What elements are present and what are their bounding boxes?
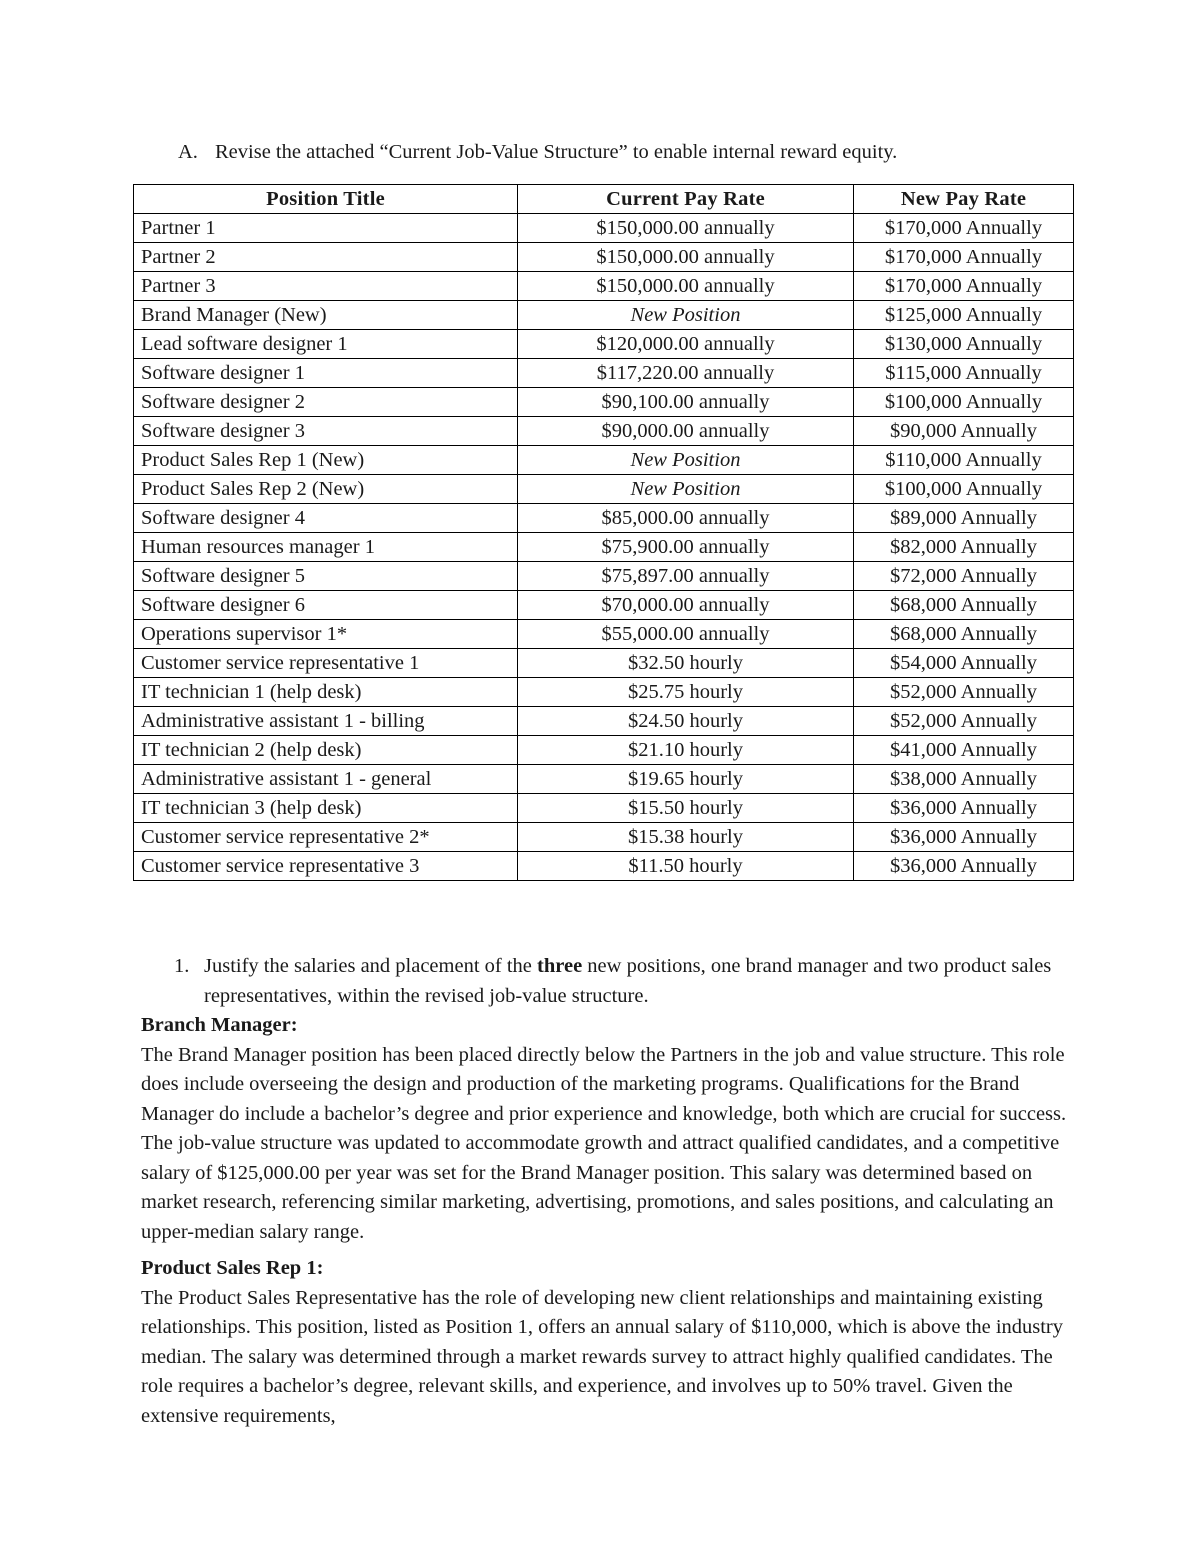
table-row <box>134 736 1074 765</box>
cell-new-pay-rate: $170,000 Annually <box>854 272 1074 301</box>
table-row <box>134 301 1074 330</box>
cell-new-pay-rate: $38,000 Annually <box>854 765 1074 794</box>
cell-new-pay-rate: $90,000 Annually <box>854 417 1074 446</box>
cell-position-title: Partner 1 <box>134 214 518 243</box>
cell-position-title: Operations supervisor 1* <box>134 620 518 649</box>
cell-position-title: Product Sales Rep 2 (New) <box>134 475 518 504</box>
table-row <box>134 823 1074 852</box>
cell-current-pay-rate: $70,000.00 annually <box>518 591 854 620</box>
cell-new-pay-rate: $100,000 Annually <box>854 388 1074 417</box>
table-body <box>134 214 1074 881</box>
table-row <box>134 533 1074 562</box>
cell-current-pay-rate: $85,000.00 annually <box>518 504 854 533</box>
table-row <box>134 591 1074 620</box>
cell-position-title: Software designer 4 <box>134 504 518 533</box>
column-header-current-pay-rate: Current Pay Rate <box>518 185 854 214</box>
cell-new-pay-rate: $115,000 Annually <box>854 359 1074 388</box>
cell-current-pay-rate: $117,220.00 annually <box>518 359 854 388</box>
cell-position-title: IT technician 3 (help desk) <box>134 794 518 823</box>
cell-new-pay-rate: $54,000 Annually <box>854 649 1074 678</box>
column-header-position-title: Position Title <box>134 185 518 214</box>
section-paragraph-product-sales-rep-1: The Product Sales Representative has the role of developing new client relationships and maintaining existing relationships. This position, listed as Position 1, offers an annual salary of $110,000, which is above the industry median. The salary was determined through a market rewards survey to attract highly qualified candidates. The role requires a bachelor’s degree, relevant skills, and experience, and involves up to 50% travel. Given the extensive requirements, <box>141 1286 1064 1427</box>
table-row <box>134 649 1074 678</box>
cell-position-title: Customer service representative 3 <box>134 852 518 881</box>
cell-position-title: Customer service representative 2* <box>134 823 518 852</box>
list-item-a <box>141 138 1061 166</box>
cell-new-pay-rate: $52,000 Annually <box>854 678 1074 707</box>
cell-new-pay-rate: $170,000 Annually <box>854 243 1074 272</box>
table-row <box>134 678 1074 707</box>
list-item-a-text: Revise the attached “Current Job-Value Structure” to enable internal reward equity. <box>215 141 898 163</box>
cell-current-pay-rate: $150,000.00 annually <box>518 272 854 301</box>
list-item-1-bold-word: three <box>537 955 583 977</box>
table-row <box>134 359 1074 388</box>
cell-new-pay-rate: $68,000 Annually <box>854 591 1074 620</box>
list-item-a-marker: A. <box>178 141 198 163</box>
cell-position-title: Software designer 5 <box>134 562 518 591</box>
cell-position-title: Software designer 6 <box>134 591 518 620</box>
cell-position-title: Software designer 1 <box>134 359 518 388</box>
cell-current-pay-rate: $120,000.00 annually <box>518 330 854 359</box>
cell-new-pay-rate: $68,000 Annually <box>854 620 1074 649</box>
cell-new-pay-rate: $72,000 Annually <box>854 562 1074 591</box>
cell-new-pay-rate: $89,000 Annually <box>854 504 1074 533</box>
cell-current-pay-rate: $90,100.00 annually <box>518 388 854 417</box>
cell-current-pay-rate: $11.50 hourly <box>518 852 854 881</box>
cell-current-pay-rate: $15.38 hourly <box>518 823 854 852</box>
cell-position-title: IT technician 2 (help desk) <box>134 736 518 765</box>
cell-position-title: Software designer 3 <box>134 417 518 446</box>
cell-new-pay-rate: $170,000 Annually <box>854 214 1074 243</box>
section-heading-product-sales-rep-1: Product Sales Rep 1: <box>141 1257 324 1279</box>
cell-new-pay-rate: $130,000 Annually <box>854 330 1074 359</box>
table-row <box>134 475 1074 504</box>
cell-position-title: Partner 3 <box>134 272 518 301</box>
cell-current-pay-rate: New Position <box>518 475 854 504</box>
section-heading-branch-manager: Branch Manager: <box>141 1014 298 1036</box>
table-row <box>134 852 1074 881</box>
cell-new-pay-rate: $125,000 Annually <box>854 301 1074 330</box>
table-row <box>134 446 1074 475</box>
cell-current-pay-rate: $75,897.00 annually <box>518 562 854 591</box>
list-item-1-text-before: Justify the salaries and placement of the <box>204 955 538 977</box>
cell-current-pay-rate: $75,900.00 annually <box>518 533 854 562</box>
cell-position-title: Software designer 2 <box>134 388 518 417</box>
cell-new-pay-rate: $100,000 Annually <box>854 475 1074 504</box>
cell-current-pay-rate: New Position <box>518 301 854 330</box>
cell-position-title: Administrative assistant 1 - billing <box>134 707 518 736</box>
section-paragraph-branch-manager: The Brand Manager position has been placed directly below the Partners in the job and value structure. This role does include overseeing the design and production of the marketing programs. Qualifications for the Brand Manager do include a bachelor’s degree and prior experience and knowledge, both which are crucial for success. The job-value structure was updated to accommodate growth and attract qualified candidates, and a competitive salary of $125,000.00 per year was set for the Brand Manager position. This salary was determined based on market research, referencing similar marketing, advertising, promotions, and sales positions, and calculating an upper-median salary range. <box>141 1043 1067 1243</box>
table-row <box>134 388 1074 417</box>
cell-new-pay-rate: $82,000 Annually <box>854 533 1074 562</box>
cell-position-title: Administrative assistant 1 - general <box>134 765 518 794</box>
column-header-new-pay-rate: New Pay Rate <box>854 185 1074 214</box>
cell-current-pay-rate: $21.10 hourly <box>518 736 854 765</box>
cell-new-pay-rate: $110,000 Annually <box>854 446 1074 475</box>
cell-current-pay-rate: New Position <box>518 446 854 475</box>
table-row <box>134 243 1074 272</box>
section-branch-manager <box>141 1011 1067 1247</box>
table-row <box>134 562 1074 591</box>
cell-position-title: Lead software designer 1 <box>134 330 518 359</box>
table-header <box>134 185 1074 214</box>
table-row <box>134 417 1074 446</box>
section-product-sales-rep-1 <box>141 1254 1067 1431</box>
cell-position-title: Product Sales Rep 1 (New) <box>134 446 518 475</box>
table-row <box>134 794 1074 823</box>
cell-position-title: Human resources manager 1 <box>134 533 518 562</box>
cell-position-title: Customer service representative 1 <box>134 649 518 678</box>
cell-position-title: IT technician 1 (help desk) <box>134 678 518 707</box>
table-row <box>134 504 1074 533</box>
table-header-row <box>134 185 1074 214</box>
table-row <box>134 765 1074 794</box>
cell-current-pay-rate: $55,000.00 annually <box>518 620 854 649</box>
cell-current-pay-rate: $90,000.00 annually <box>518 417 854 446</box>
list-item-1-marker: 1. <box>174 955 190 977</box>
cell-new-pay-rate: $52,000 Annually <box>854 707 1074 736</box>
cell-current-pay-rate: $15.50 hourly <box>518 794 854 823</box>
cell-current-pay-rate: $32.50 hourly <box>518 649 854 678</box>
cell-new-pay-rate: $36,000 Annually <box>854 794 1074 823</box>
cell-current-pay-rate: $24.50 hourly <box>518 707 854 736</box>
cell-current-pay-rate: $19.65 hourly <box>518 765 854 794</box>
cell-position-title: Partner 2 <box>134 243 518 272</box>
table-row <box>134 707 1074 736</box>
list-item-1-text-after: new positions, one brand manager and two product sales representatives, within the revised job-value structure. <box>204 955 1052 1007</box>
numbered-list-item-1 <box>141 952 1067 1011</box>
table-row <box>134 330 1074 359</box>
table-row <box>134 214 1074 243</box>
cell-new-pay-rate: $36,000 Annually <box>854 823 1074 852</box>
table-row <box>134 272 1074 301</box>
cell-position-title: Brand Manager (New) <box>134 301 518 330</box>
cell-new-pay-rate: $41,000 Annually <box>854 736 1074 765</box>
table-row <box>134 620 1074 649</box>
cell-current-pay-rate: $150,000.00 annually <box>518 214 854 243</box>
cell-current-pay-rate: $150,000.00 annually <box>518 243 854 272</box>
cell-current-pay-rate: $25.75 hourly <box>518 678 854 707</box>
list-item-1-text <box>204 952 1067 1011</box>
cell-new-pay-rate: $36,000 Annually <box>854 852 1074 881</box>
job-value-structure-table <box>133 184 1074 881</box>
